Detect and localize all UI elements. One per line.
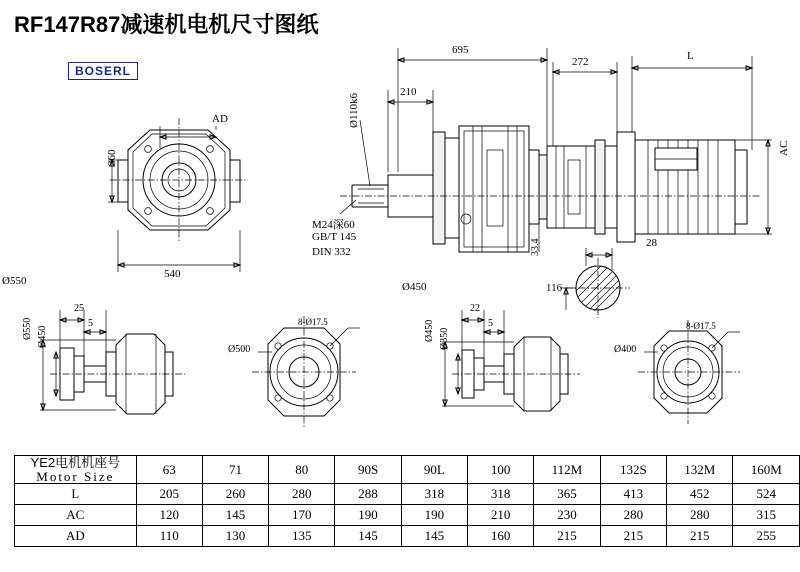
dim-dia450-v: Ø450 [37, 325, 48, 348]
thread-note-line1: M24深60 [312, 219, 355, 231]
dim-dia350-v: Ø350 [439, 327, 450, 350]
cell: 190 [401, 505, 467, 526]
dim-695: 695 [452, 44, 469, 56]
cell: 160M [733, 456, 800, 484]
row-header-motor-size [15, 456, 137, 484]
dim-L: L [687, 50, 694, 62]
table-row [15, 526, 800, 547]
cell: 145 [401, 526, 467, 547]
cell: 413 [600, 484, 666, 505]
dim-dia450: Ø450 [402, 281, 427, 293]
motor-size-table [14, 455, 800, 547]
dim-dia500: Ø500 [228, 344, 251, 355]
cell: 90S [335, 456, 401, 484]
page-title: RF147R87减速机电机尺寸图纸 [14, 12, 319, 37]
dim-540: 540 [164, 268, 181, 280]
cell: 190 [335, 505, 401, 526]
dim-22: 22 [470, 303, 480, 314]
cell: 170 [269, 505, 335, 526]
cell: 318 [401, 484, 467, 505]
brand-logo: BOSERL [68, 62, 138, 80]
cell: 100 [467, 456, 533, 484]
row-header-cn: YE2电机机座号 [30, 455, 121, 470]
dim-360: 360 [106, 149, 118, 166]
dim-33-4: 33.4 [530, 238, 541, 256]
dim-5-a: 5 [88, 318, 93, 329]
cell: 230 [534, 505, 600, 526]
dim-5-b: 5 [488, 318, 493, 329]
dim-116: 116 [546, 282, 563, 294]
cell: 160 [467, 526, 533, 547]
cell: 120 [136, 505, 202, 526]
cell: 280 [600, 505, 666, 526]
cell: 135 [269, 526, 335, 547]
dim-272: 272 [572, 56, 589, 68]
cell: 215 [600, 526, 666, 547]
dim-dia450-b: Ø450 [424, 319, 435, 342]
cell: 130 [202, 526, 268, 547]
cell: 71 [202, 456, 268, 484]
dim-dia550-v: Ø550 [22, 317, 33, 340]
cell: 452 [667, 484, 733, 505]
thread-note-line3: DIN 332 [312, 246, 351, 258]
cell: 215 [667, 526, 733, 547]
dim-dia550: Ø550 [2, 275, 27, 287]
table-row [15, 505, 800, 526]
cell: 145 [335, 526, 401, 547]
dim-210: 210 [400, 86, 417, 98]
table-row [15, 484, 800, 505]
cell: 280 [269, 484, 335, 505]
cell: 315 [733, 505, 800, 526]
cell: 132S [600, 456, 666, 484]
cell: 215 [534, 526, 600, 547]
dim-dia110k6: Ø110k6 [348, 92, 360, 128]
cell: 318 [467, 484, 533, 505]
dim-28: 28 [646, 237, 657, 249]
holes-8-dia17-5-b: 8-Ø17.5 [686, 321, 716, 331]
dim-dia400: Ø400 [614, 344, 637, 355]
cell: 524 [733, 484, 800, 505]
table-row [15, 456, 800, 484]
cell: 288 [335, 484, 401, 505]
cell: 110 [136, 526, 202, 547]
cell: 205 [136, 484, 202, 505]
dim-AD: AD [212, 113, 228, 125]
cell: 145 [202, 505, 268, 526]
cell: 132M [667, 456, 733, 484]
thread-note-line2: GB/T 145 [312, 231, 357, 243]
row-header-AC: AC [15, 505, 137, 526]
cell: 260 [202, 484, 268, 505]
dim-25: 25 [74, 303, 84, 314]
cell: 210 [467, 505, 533, 526]
row-header-en: Motor Size [36, 468, 115, 484]
holes-8-dia17-5-a: 8-Ø17.5 [298, 317, 328, 327]
row-header-AD: AD [15, 526, 137, 547]
cell: 80 [269, 456, 335, 484]
row-header-L: L [15, 484, 137, 505]
cell: 90L [401, 456, 467, 484]
cell: 365 [534, 484, 600, 505]
cell: 112M [534, 456, 600, 484]
cell: 280 [667, 505, 733, 526]
cell: 63 [136, 456, 202, 484]
cell: 255 [733, 526, 800, 547]
dim-AC: AC [778, 140, 790, 156]
